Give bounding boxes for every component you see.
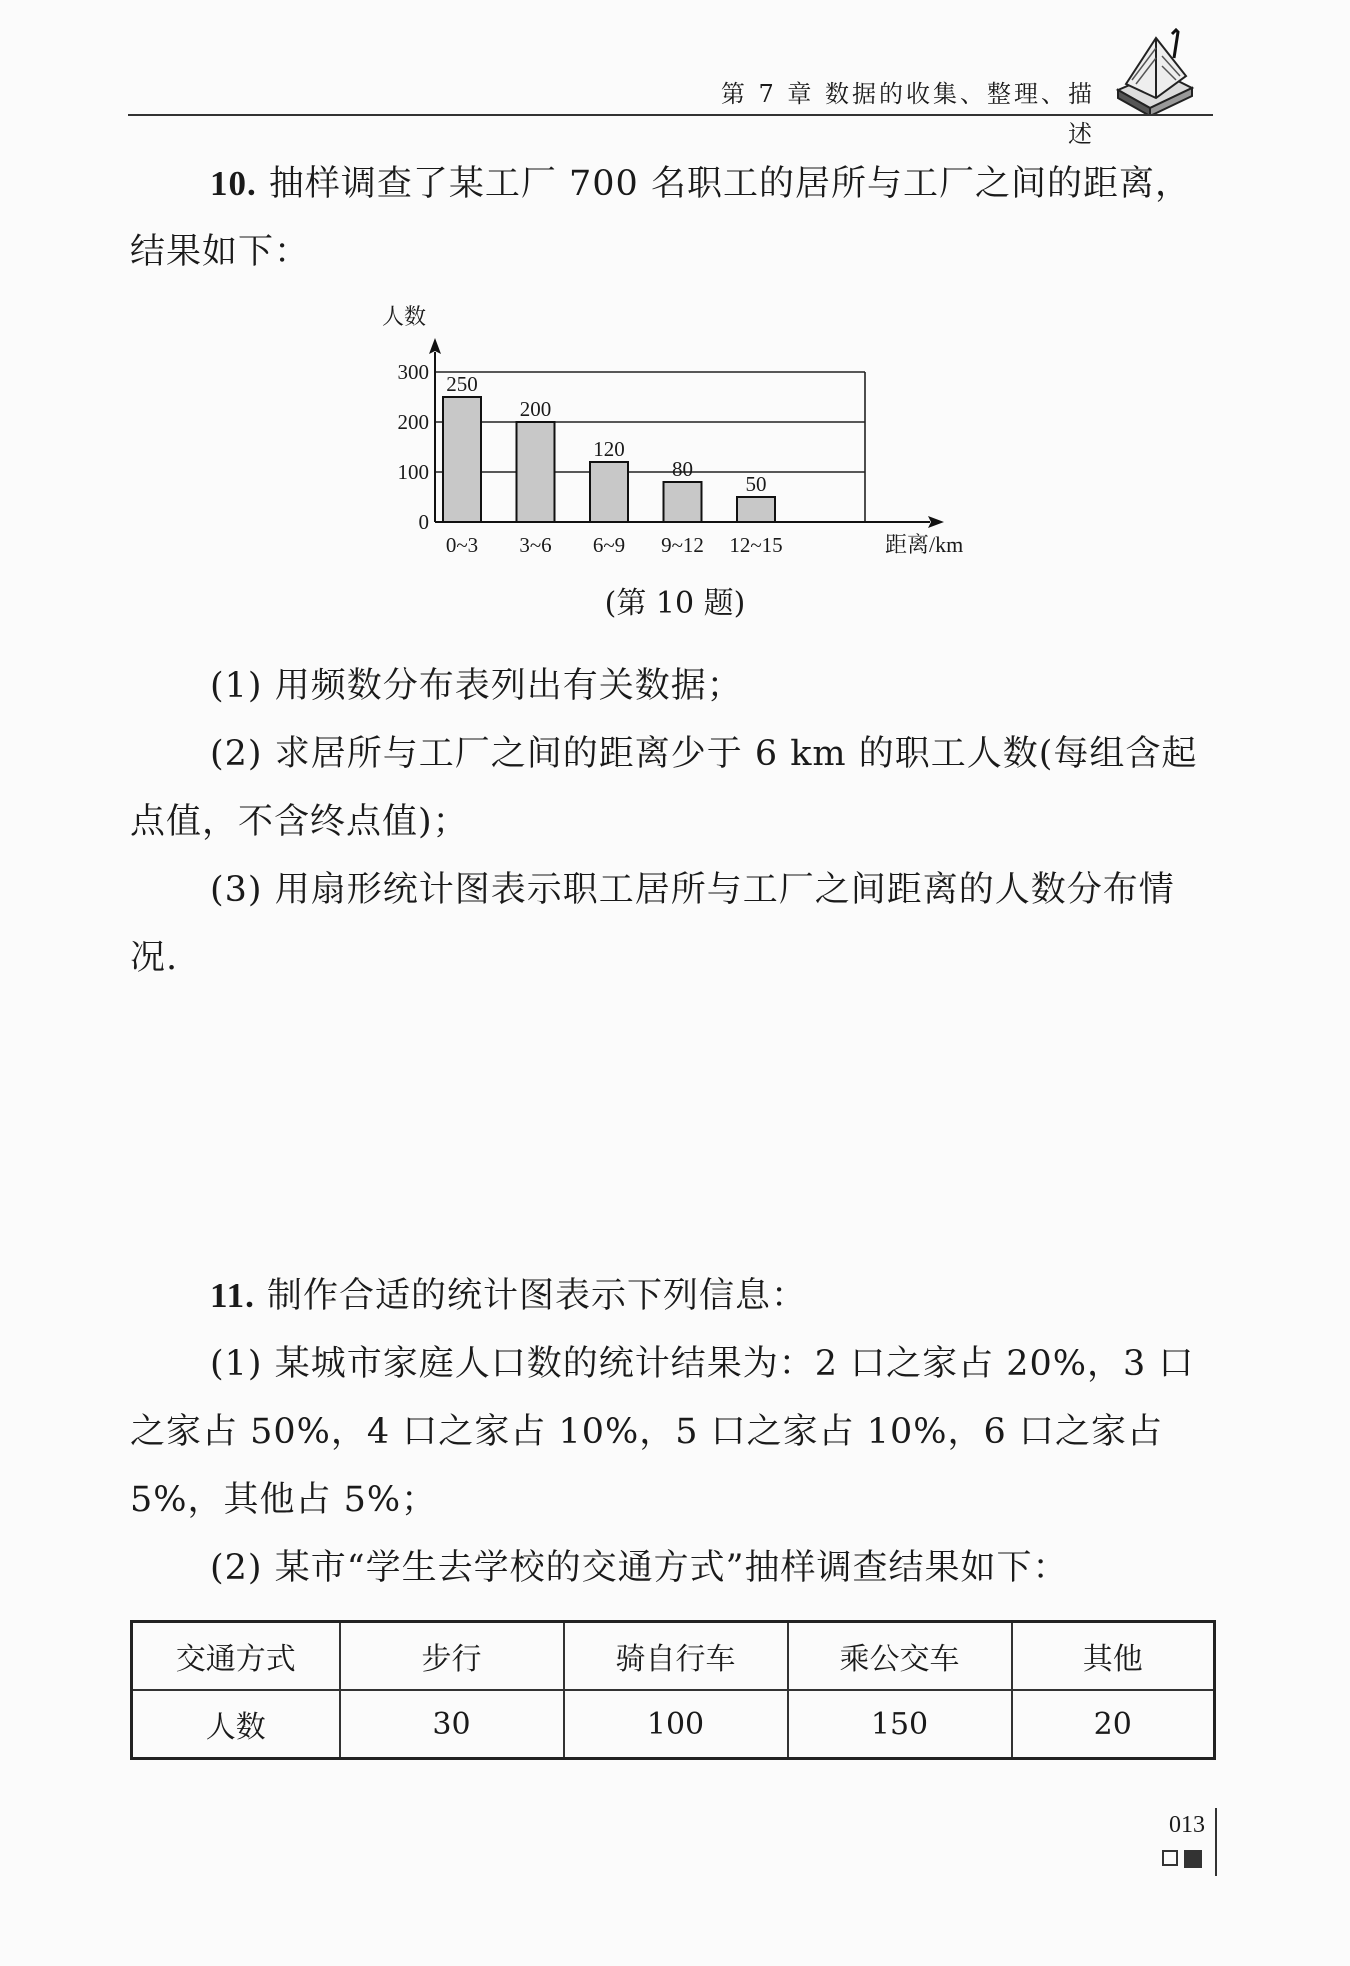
y-axis-label: 人数 bbox=[382, 304, 427, 329]
question-11 bbox=[130, 1262, 1215, 1330]
chapter-header: 第 7 章 数据的收集、整理、描述 bbox=[720, 80, 1095, 148]
x-tick-label: 6~9 bbox=[592, 533, 626, 557]
table-row bbox=[132, 1690, 1215, 1759]
question-11-part-1: (1) 某城市家庭人口数的统计结果为：2 口之家占 20%，3 口之家占 50%，4 口之家占 10%，5 口之家占 10%，6 口之家占 5%，其他占 5%； bbox=[130, 1344, 1195, 1520]
x-tick-label: 0~3 bbox=[445, 533, 479, 557]
bar-value-label: 120 bbox=[593, 437, 625, 461]
bar-value-label: 200 bbox=[519, 397, 552, 421]
bar bbox=[443, 397, 481, 522]
question-10-part-2: (2) 求居所与工厂之间的距离少于 6 km 的职工人数(每组含起点值，不含终点值)； bbox=[130, 734, 1198, 842]
transport-survey-table bbox=[130, 1620, 1216, 1760]
table-cell: 100 bbox=[564, 1690, 788, 1759]
table-cell: 150 bbox=[788, 1690, 1012, 1759]
question-11-part-2: (2) 某市“学生去学校的交通方式”抽样调查结果如下： bbox=[210, 1548, 1069, 1588]
y-tick-label: 300 bbox=[397, 360, 429, 384]
question-number: 11. bbox=[210, 1276, 255, 1315]
x-tick-label: 9~12 bbox=[661, 533, 704, 557]
table-header-cell: 步行 bbox=[340, 1622, 564, 1691]
table-cell: 20 bbox=[1012, 1690, 1215, 1759]
square-outline-icon bbox=[1162, 1850, 1178, 1866]
bar bbox=[590, 462, 628, 522]
question-number: 10. bbox=[210, 164, 257, 203]
square-filled-icon bbox=[1184, 1850, 1202, 1868]
footer-rule bbox=[1215, 1808, 1217, 1876]
y-axis-arrow bbox=[429, 338, 441, 354]
bar-value-label: 250 bbox=[446, 372, 478, 396]
page-number: 013 bbox=[1169, 1812, 1205, 1838]
x-tick-label: 12~15 bbox=[729, 533, 783, 557]
question-10-part-1: (1) 用频数分布表列出有关数据； bbox=[210, 666, 743, 706]
table-cell: 人数 bbox=[132, 1690, 340, 1759]
table-header-cell: 其他 bbox=[1012, 1622, 1215, 1691]
question-10-part-3: (3) 用扇形统计图表示职工居所与工厂之间距离的人数分布情况. bbox=[130, 870, 1175, 978]
x-axis-arrow bbox=[928, 516, 944, 528]
x-axis-label: 距离/km bbox=[885, 532, 964, 557]
y-tick-label: 0 bbox=[418, 510, 429, 534]
x-tick-label: 3~6 bbox=[519, 533, 552, 557]
header-rule bbox=[128, 114, 1213, 116]
question-text: 抽样调查了某工厂 700 名职工的居所与工厂之间的距离，结果如下： bbox=[130, 164, 1191, 272]
bar-value-label: 50 bbox=[745, 472, 767, 496]
bar bbox=[737, 497, 775, 522]
question-text: 制作合适的统计图表示下列信息： bbox=[266, 1276, 807, 1316]
y-tick-label: 200 bbox=[397, 410, 429, 434]
y-tick-label: 100 bbox=[397, 460, 429, 484]
chart-grid bbox=[435, 372, 865, 522]
figure-caption: (第 10 题) bbox=[604, 586, 746, 621]
table-header-row bbox=[132, 1622, 1215, 1691]
table-header-cell: 骑自行车 bbox=[564, 1622, 788, 1691]
question-10 bbox=[130, 150, 1215, 286]
distance-bar-chart bbox=[340, 290, 1000, 580]
bar-value-label: 80 bbox=[672, 457, 693, 481]
table-header-cell: 交通方式 bbox=[132, 1622, 340, 1691]
table-cell: 30 bbox=[340, 1690, 564, 1759]
book-icon bbox=[1112, 28, 1196, 116]
table-header-cell: 乘公交车 bbox=[788, 1622, 1012, 1691]
bar bbox=[517, 422, 555, 522]
bar bbox=[664, 482, 702, 522]
